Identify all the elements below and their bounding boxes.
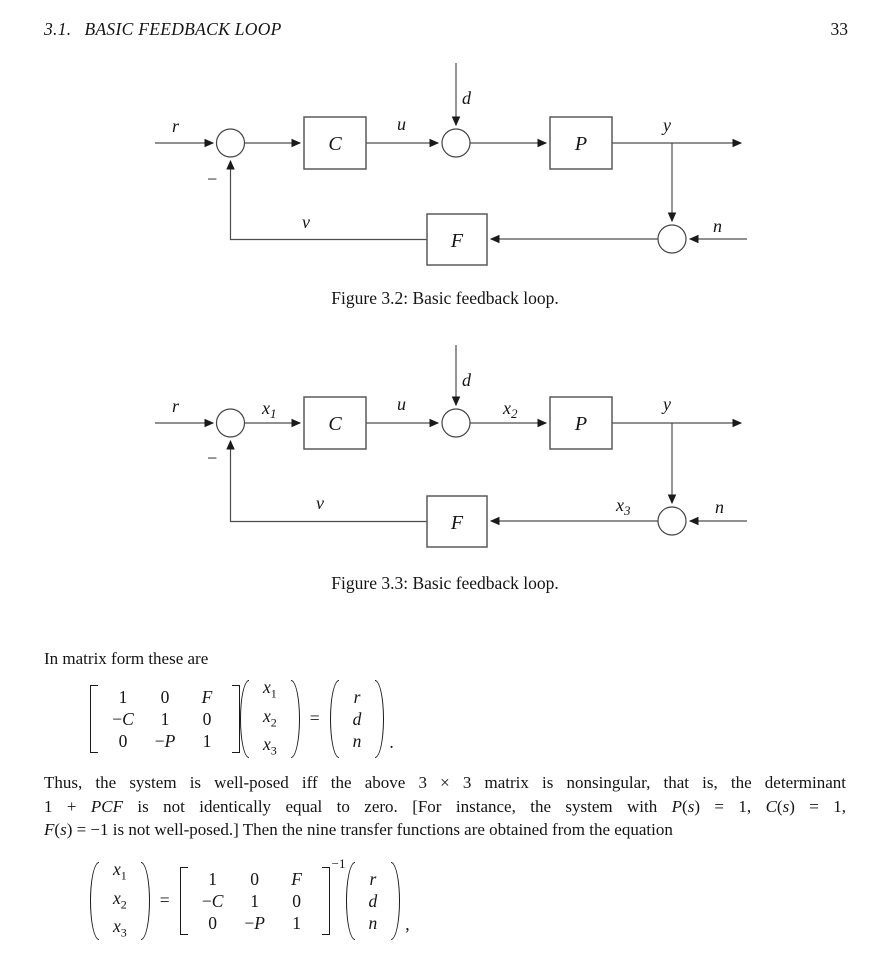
section-running-head: [44, 19, 282, 40]
signal-label-v: v: [316, 493, 324, 513]
matrix-cell: 0: [292, 890, 302, 911]
matrix-cell: −P: [154, 730, 176, 751]
summing-junction-3: [658, 507, 686, 535]
section-number: 3.1.: [44, 19, 72, 39]
matrix-cell: F: [291, 868, 302, 889]
signal-label-d: d: [462, 370, 471, 390]
signal-label-y: y: [663, 394, 671, 414]
signal-label-r: r: [172, 116, 180, 136]
signal-label-y: y: [663, 115, 671, 135]
block-label-C: C: [328, 133, 342, 155]
matrix-cell: 0: [118, 730, 128, 751]
vector-entry: d: [352, 708, 362, 729]
right-paren: [391, 862, 400, 940]
summing-junction-3: [658, 225, 686, 253]
vector-entry: d: [368, 890, 378, 911]
block-label-C: C: [328, 413, 342, 435]
matrix-cell: F: [201, 686, 213, 707]
summing-junction-2: [442, 409, 470, 437]
signal-label-u: u: [397, 114, 406, 134]
left-paren: [330, 680, 339, 758]
matrix-3x3: [98, 686, 232, 752]
matrix-3x3: [188, 868, 322, 934]
matrix-cell: −P: [244, 912, 265, 933]
block-label-F: F: [450, 512, 464, 534]
vector-entry: $x_3$: [263, 734, 277, 758]
block-label-P: P: [574, 133, 588, 155]
trailing-punctuation: ,: [405, 914, 410, 935]
page-number: 33: [830, 19, 848, 39]
state-vector: [249, 676, 291, 762]
minus-sign: −: [206, 169, 219, 189]
matrix-cell: 0: [202, 708, 212, 729]
matrix-cell: 1: [160, 708, 170, 729]
signal-label-n: n: [713, 216, 722, 236]
vector-entry: n: [368, 912, 378, 933]
block-label-P: P: [574, 413, 588, 435]
section-title: BASIC FEEDBACK LOOP: [84, 19, 282, 39]
paragraph-line: Thus, the system is well-posed iff the above 3 × 3 matrix is nonsingular, that is, the determinant: [44, 773, 846, 792]
signal-label-x1: $x_1$: [262, 398, 277, 421]
input-vector: [339, 686, 376, 752]
vector-entry: $x_3$: [113, 916, 127, 940]
matrix-cell: 0: [208, 912, 218, 933]
matrix-cell: 0: [160, 686, 170, 707]
paragraph-line: F(s) = −1 is not well-posed.] Then the nine transfer functions are obtained from the equation: [44, 820, 673, 839]
summing-junction-1: [217, 129, 245, 157]
vector-entry: r: [369, 868, 377, 889]
right-paren: [291, 680, 300, 758]
signal-label-r: r: [172, 396, 180, 416]
matrix-cell: 1: [250, 890, 260, 911]
figure-3-2-diagram: [0, 55, 890, 285]
minus-sign: −: [206, 448, 219, 468]
matrix-cell: 0: [250, 868, 260, 889]
matrix-cell: 1: [118, 686, 128, 707]
signal-label-x2: $x_2$: [503, 398, 518, 421]
right-paren: [141, 862, 150, 940]
body-paragraph: [44, 771, 846, 842]
vector-entry: r: [353, 686, 361, 707]
trailing-punctuation: .: [389, 732, 394, 753]
vector-entry: $x_2$: [263, 705, 277, 729]
signal-label-v: v: [302, 212, 310, 232]
left-bracket: [90, 685, 98, 753]
figure-3-3-caption: Figure 3.3: Basic feedback loop.: [331, 573, 559, 593]
signal-label-x3: $x_3$: [616, 495, 631, 518]
state-vector: [99, 858, 141, 944]
right-bracket: [232, 685, 240, 753]
vector-entry: n: [352, 730, 362, 751]
vector-entry: $x_1$: [113, 859, 127, 883]
input-vector: [355, 868, 392, 934]
left-paren: [240, 680, 249, 758]
summing-junction-1: [217, 409, 245, 437]
page-header: [44, 19, 848, 40]
matrix-cell: 1: [208, 868, 218, 889]
summing-junction-2: [442, 129, 470, 157]
inverse-exponent: −1: [331, 856, 346, 871]
signal-label-d: d: [462, 88, 471, 108]
vector-entry: $x_2$: [113, 887, 127, 911]
matrix-cell: −C: [201, 890, 224, 911]
figure-3-2-caption: Figure 3.2: Basic feedback loop.: [331, 288, 559, 308]
matrix-equation-1: [90, 676, 394, 762]
right-bracket: [322, 867, 330, 935]
vector-entry: $x_1$: [263, 677, 277, 701]
matrix-intro-text: In matrix form these are: [44, 649, 209, 668]
signal-label-u: u: [397, 394, 406, 414]
left-paren: [346, 862, 355, 940]
equals-sign: =: [309, 708, 320, 729]
signal-label-n: n: [715, 497, 724, 517]
block-label-F: F: [450, 230, 464, 252]
left-bracket: [180, 867, 188, 935]
matrix-cell: 1: [202, 730, 212, 751]
matrix-cell: 1: [292, 912, 302, 933]
equals-sign: =: [159, 890, 170, 911]
matrix-equation-2: [90, 858, 410, 944]
matrix-cell: −C: [112, 708, 134, 729]
left-paren: [90, 862, 99, 940]
paragraph-line: 1 + PCF is not identically equal to zero. [For instance, the system with P(s) = 1, C(s) = 1,: [44, 796, 847, 816]
figure-3-3-diagram: [0, 335, 890, 565]
right-paren: [375, 680, 384, 758]
